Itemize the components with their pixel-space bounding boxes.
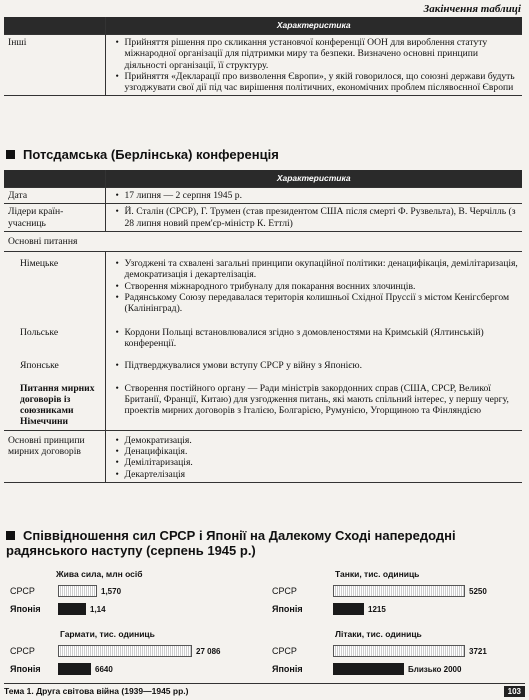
- chart-value-label: 1,14: [90, 605, 106, 614]
- chart-bar: [333, 663, 404, 675]
- bullet-item: • Узгоджені та схвалені загальні принципи окупаційної політики: денацифікація, демілітаризація, демократизація і декартелізація.: [116, 258, 519, 281]
- chart-value-label: Близько 2000: [408, 665, 462, 674]
- chart-value-label: 6640: [95, 665, 113, 674]
- chart-value-label: 5250: [469, 587, 487, 596]
- row-label-leaders: Лідери країн-учасниць: [4, 204, 105, 232]
- chart-value-label: 3721: [469, 647, 487, 656]
- square-bullet-icon: [6, 150, 15, 159]
- table1-header: Характеристика: [105, 17, 522, 35]
- chart-value-label: 1,570: [101, 587, 122, 596]
- chart-category-label: СРСР: [10, 646, 35, 656]
- section-title-forces: Співвідношення сил СРСР і Японії на Далекому Сході напередодні радянського наступу (серпень 1945 р.): [6, 528, 456, 558]
- chart-category-label: СРСР: [272, 646, 297, 656]
- forces-charts: [0, 565, 529, 685]
- row-label-germany: Німецьке: [4, 252, 105, 317]
- bullet-item: • Прийняття «Декларації про визволення Європи», у якій говорилося, що союзні держави будуть узгоджувати свої дії під час вирішення політичних, економічних проблем післявоєнної Європи: [116, 71, 519, 94]
- table-ending: [4, 17, 522, 96]
- row-label-poland: Польське: [4, 317, 105, 352]
- chart-bar: [333, 645, 465, 657]
- square-bullet-icon: [6, 531, 15, 540]
- chart-title: Жива сила, млн осіб: [56, 569, 143, 579]
- bullet-item: • Кордони Польщі встановлювалися згідно з домовленостями на Кримській (Ялтинській) конференції.: [116, 327, 519, 350]
- chart-bar: [333, 603, 364, 615]
- row-label-date: Дата: [4, 188, 105, 204]
- chart-value-label: 27 086: [196, 647, 221, 656]
- chart-category-label: Японія: [272, 604, 303, 614]
- chart-category-label: Японія: [10, 664, 41, 674]
- row-label-treaties: Питання мирних договорів із союзниками Німеччини: [4, 374, 105, 431]
- date-value: • 17 липня — 2 серпня 1945 р.: [116, 190, 519, 201]
- page-number: 103: [504, 686, 525, 697]
- chart-bar: [58, 603, 86, 615]
- chart-category-label: СРСР: [10, 586, 35, 596]
- chart-value-label: 1215: [368, 605, 386, 614]
- chart-bar: [58, 663, 91, 675]
- page-footer: [4, 683, 525, 698]
- chart-bar: [58, 585, 97, 597]
- bullet-item: • Демократизація.: [116, 435, 519, 446]
- bullet-item: • Прийняття рішення про скликання установчої конференції ООН для вироблення статуту міжнародної організації для підтримки миру та безпеки. Визначено основні принципи діяльності організації, її структуру.: [116, 37, 519, 71]
- table1-bullets: [105, 35, 522, 96]
- footer-text: Тема 1. Друга світова війна (1939—1945 рр.): [4, 686, 189, 696]
- chart-category-label: Японія: [272, 664, 303, 674]
- chart-category-label: Японія: [10, 604, 41, 614]
- table2-header: Характеристика: [105, 170, 522, 188]
- chart-bar: [58, 645, 192, 657]
- bullet-item: • Радянському Союзу передавалася територія колишньої Східної Пруссії з містом Кенігсбергом (Калінінград).: [116, 292, 519, 315]
- row-label-principles: Основні принципи мирних договорів: [4, 430, 105, 482]
- bullet-item: • Демілітаризація.: [116, 457, 519, 468]
- bullet-item: • Створення міжнародного трибуналу для покарання воєнних злочинців.: [116, 281, 519, 292]
- bullet-item: • Створення постійного органу — Ради міністрів закордонних справ (США, СРСР, Великої Британії, Франції, Китаю) для узгодження питань, які мають спільний інтерес, у першу чергу, проектів мирних договорів з Італією, Болгарією, Румунією, Угорщиною та Фінляндією: [116, 383, 519, 417]
- bullet-item: • Декартелізація: [116, 469, 519, 480]
- chart-title: Танки, тис. одиниць: [335, 569, 420, 579]
- bullet-item: • Підтверджувалися умови вступу СРСР у війну з Японією.: [116, 360, 519, 371]
- row-label-issues: Основні питання: [4, 231, 522, 251]
- chart-title: Літаки, тис. одиниць: [335, 629, 422, 639]
- chart-category-label: СРСР: [272, 586, 297, 596]
- bullet-item: • Денацифікація.: [116, 446, 519, 457]
- continuation-note: Закінчення таблиці: [423, 3, 521, 15]
- chart-title: Гармати, тис. одиниць: [60, 629, 155, 639]
- row-label-other: Інші: [4, 35, 105, 96]
- leaders-value: • Й. Сталін (СРСР), Г. Трумен (став президентом США після смерті Ф. Рузвельта), В. Черчілль (з 28 липня новий прем'єр-міністр К. Еттлі): [116, 206, 519, 229]
- table-potsdam: [4, 170, 522, 483]
- section-title-potsdam: Потсдамська (Берлінська) конференція: [6, 147, 279, 162]
- chart-bar: [333, 585, 465, 597]
- row-label-japan: Японське: [4, 351, 105, 373]
